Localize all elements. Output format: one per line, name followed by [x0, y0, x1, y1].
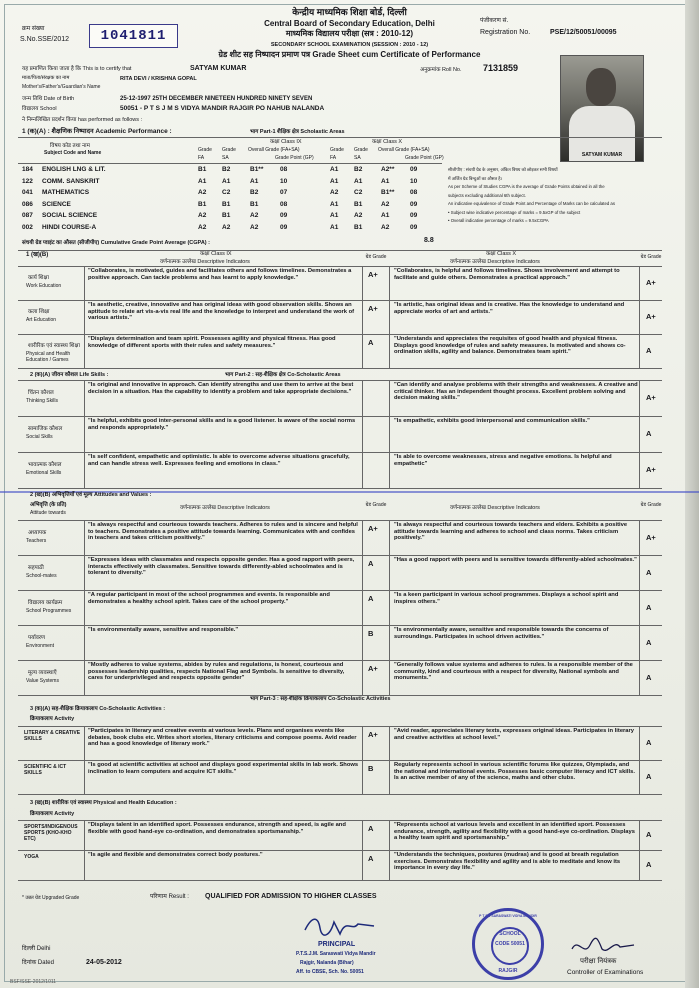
attitude-desc-header-9: वर्णनात्मक उल्लेख Descriptive Indicators — [180, 505, 270, 511]
attitude-label: पर्यावरण — [28, 634, 46, 641]
attitude-grade-class9: B — [368, 629, 374, 638]
col-gp-10: Grade Point (GP) — [405, 155, 444, 161]
grade-g9gp: 09 — [280, 212, 288, 219]
subject-name: HINDI COURSE-A — [42, 223, 97, 231]
grade-g9gp: 07 — [280, 189, 288, 196]
subject-code: 086 — [22, 200, 33, 208]
activities-section-label: 3 (क)(A) सह-शैक्षिक क्रियाकलाप Co-Scholastic Activities : — [30, 706, 166, 712]
grade-g10ov: B1** — [381, 189, 395, 196]
attitude-desc-class10: "Has a good rapport with peers and is sensitive towards differently-abled schoolmates." — [394, 557, 637, 563]
stamp-ring-text: P T S J SARASWATI VIDYA MANDIR — [479, 914, 537, 918]
rule-line — [18, 695, 662, 696]
coscholastic-1b-label: 1 (ख)(B) — [26, 252, 49, 258]
registration-number: PSE/12/50051/00095 — [550, 29, 617, 36]
school-label: विद्यालय School — [22, 106, 57, 112]
rule-line — [18, 880, 662, 881]
activity-col-label: क्रियाकलाप Activity — [30, 716, 75, 722]
activity-grade-class9: B — [368, 764, 374, 773]
student-photo — [560, 55, 644, 162]
health-desc-class10: "Understands the techniques, postures (mudras) and is good at breath regulation exercises. Demonstrates flexibility and agility and is able to meditate and know its importance in every day life." — [394, 852, 621, 872]
grade-g10fa: A1 — [330, 223, 339, 231]
coscholastic-desc-class9: "Is aesthetic, creative, innovative and has original ideas with good observation skills. Shows an aptitude to relate art vis-a-vis real life and the knowledge to interpret and understand the work of various artists." — [88, 302, 355, 322]
attitude-col-label-en: Attitude towards — [30, 510, 66, 516]
life-skills-label: चिंतन कौशल — [28, 390, 54, 396]
grade-g9gp: 08 — [280, 200, 288, 208]
grade-g10gp: 09 — [410, 166, 418, 173]
rule-line — [639, 380, 640, 488]
dob-label: जन्म तिथि Date of Birth — [22, 96, 75, 102]
life-skills-desc-class10: "Can identify and analyse problems with their strengths and weaknesses. A creative and critical thinker. Has an independent thought process. Excellent problem solving and decision making skills." — [394, 382, 638, 402]
grade-g9ov: B1 — [250, 200, 259, 208]
rule-line — [84, 520, 85, 695]
place: दिल्ली Delhi — [22, 946, 51, 952]
col-overall-10: Overall Grade (FA+SA) — [378, 147, 430, 153]
col-sa-10: SA — [354, 155, 361, 161]
coscholastic-grade-class10: A+ — [646, 312, 656, 321]
controller-title: Controller of Examinations — [567, 969, 644, 976]
attitude-col-label: अभिवृत्ति (के प्रति) — [30, 502, 67, 508]
principal-title: PRINCIPAL — [318, 941, 356, 948]
exam-name: SECONDARY SCHOOL EXAMINATION (SESSION : 2010 - 12) — [270, 42, 429, 48]
rule-line — [18, 820, 662, 821]
attitude-desc-class10: "Is environmentally aware, sensitive and responsible towards the concerns of surroundings. Participates in school driven activities." — [394, 627, 609, 640]
subject-name: SCIENCE — [42, 200, 71, 208]
life-skills-grade-class10: A+ — [646, 465, 656, 474]
attitude-desc-class9: "Is always respectful and courteous towards teachers. Adheres to rules and is sincere and helpful to teachers. Demonstrates a positive attitude towards learning. Communicates with and confides in teachers and takes criticism positively." — [88, 522, 358, 542]
life-skills-grade-class10: A — [646, 429, 652, 438]
life-skills-label: भावात्मक कौशल — [28, 462, 62, 468]
grade-g10ov: A1 — [381, 212, 390, 219]
date-of-birth: 25-12-1997 25TH DECEMBER NINETEEN HUNDRED NINETY SEVEN — [120, 96, 313, 102]
grade-g10ov: A2 — [381, 200, 390, 208]
scholastic-part-label: भाग Part-1 शैक्षिक क्षेत्र Scholastic Areas — [250, 129, 345, 135]
attitude-grade-class9: A+ — [368, 524, 378, 533]
grade-g10fa: A1 — [330, 177, 339, 185]
rule-line — [84, 266, 85, 368]
grade-g9sa: A1 — [222, 177, 231, 185]
grade-g10gp: 09 — [410, 200, 418, 208]
life-skills-label: 2 (क)(A) जीवन कौशल Life Skills : — [30, 372, 109, 378]
subject-name: ENGLISH LNG & LIT. — [42, 166, 106, 173]
col-grade-10fa: Grade — [330, 147, 344, 153]
cgpa-note: सीजीपीए : संचयी ग्रेड के अनुसार, अंकित विषय को छोड़कर सभी विषयों — [448, 167, 558, 172]
subject-header: विषय कोड तथा नाम — [50, 143, 90, 149]
coscholastic-label-en: Work Education — [26, 283, 62, 289]
rule-line — [18, 555, 662, 556]
grade-g9gp: 08 — [280, 166, 288, 173]
roll-number: 7131859 — [483, 63, 519, 73]
rule-line — [84, 820, 85, 880]
coscholastic-grade-class10: A — [646, 346, 652, 355]
subject-code: 184 — [22, 166, 33, 173]
coscholastic-grade-class9: A — [368, 338, 374, 347]
coscholastic-label-en: Art Education — [26, 317, 57, 323]
grade-g10sa: A2 — [354, 212, 363, 219]
stamp-center: SCHOOL CODE 50051 — [491, 927, 529, 965]
activity-grade-class9: A+ — [368, 730, 378, 739]
attitude-grade-class10: A — [646, 567, 652, 577]
rule-line — [639, 520, 640, 695]
subject-code: 087 — [22, 212, 33, 219]
controller-hindi: परीक्षा नियंत्रक — [580, 958, 617, 965]
cgpa-note: subjects excluding additional 6th subject. — [448, 192, 526, 198]
cgpa-label: संचयी ग्रेड प्वाइंट का औसत (सीजीपीए) Cumulative Grade Point Average (CGPA) : — [22, 240, 210, 246]
grade-g9fa: B1 — [198, 200, 207, 208]
grade-g10fa: A1 — [330, 200, 339, 208]
life-skills-label: सामाजिक कौशल — [28, 426, 63, 432]
health-col-label: क्रियाकलाप Activity — [30, 811, 75, 817]
attitude-desc-header-10: वर्णनात्मक उल्लेख Descriptive Indicators — [450, 505, 540, 511]
photo-caption: SATYAM KUMAR — [581, 152, 623, 158]
rule-line — [18, 488, 662, 489]
rule-line — [84, 380, 85, 488]
controller-signature — [568, 935, 638, 957]
grade-g9gp: 10 — [280, 177, 288, 185]
grade-g10sa: B1 — [354, 223, 363, 231]
health-label: YOGA — [24, 854, 39, 860]
rule-line — [362, 820, 363, 880]
health-label: SPORTS/INDIGENOUS SPORTS (KHO-KHO ETC) — [24, 824, 78, 842]
attitude-grade-class9: A+ — [368, 664, 378, 673]
grade-g10gp: 09 — [410, 223, 418, 231]
coscholastic-label-en: Physical and Health Education / Games — [26, 351, 71, 363]
grade-g9sa: B2 — [222, 166, 231, 173]
grade-g9ov: B1** — [250, 166, 264, 173]
attitude-label: विद्यालय कार्यक्रम — [28, 599, 63, 606]
grade-g9gp: 09 — [280, 223, 288, 231]
health-grade-class9: A — [368, 854, 374, 863]
cgpa-note: • Overall indicative percentage of marks = 9.5xCGPA — [448, 218, 549, 223]
coscholastic-desc-class10: "Is artistic, has original ideas and is creative. Has the knowledge to understand and appreciate works of art and artists." — [394, 302, 625, 315]
coscholastic-class9: कक्षा Class IX — [200, 251, 232, 257]
grade-g10sa: A1 — [354, 177, 363, 185]
attitude-grade-header-9: ग्रेड Grade — [365, 502, 387, 508]
coscholastic-grade-class9: A+ — [368, 270, 378, 279]
col-fa-9: FA — [198, 155, 205, 161]
activity-desc-class10: "Avid reader, appreciates literary texts, expresses original ideas. Participates in literary and creative activities at school level." — [394, 728, 635, 741]
life-skills-desc-class9: "Is helpful, exhibits good inter-personal skills and is a good listener. Is aware of the social norms and responds appropriately." — [88, 418, 356, 431]
subject-code: 122 — [22, 177, 33, 185]
activity-grade-class10: A — [646, 738, 652, 747]
scan-edge — [685, 0, 699, 988]
serial-number: 1041811 — [89, 24, 178, 48]
grade-g9ov: A2 — [250, 212, 259, 219]
grade-g9ov: A2 — [250, 223, 259, 231]
grade-g10gp: 09 — [410, 212, 418, 219]
roll-label: अनुक्रमांक Roll No. — [420, 67, 462, 73]
rule-line — [389, 726, 390, 794]
grade-g10sa: B1 — [354, 200, 363, 208]
rule-line — [18, 520, 662, 521]
grade-g10gp: 10 — [410, 177, 418, 185]
rule-line — [18, 300, 662, 301]
result: QUALIFIED FOR ADMISSION TO HIGHER CLASSES — [205, 893, 377, 900]
col-overall-9: Overall Grade (FA+SA) — [248, 147, 300, 153]
grade-g9sa: B1 — [222, 212, 231, 219]
subject-code: 041 — [22, 189, 33, 196]
performed-label: ने निम्नलिखित प्रदर्शन किया has performed as follows : — [22, 117, 143, 123]
coscholastic-desc-class10: "Understands and appreciates the requisites of good health and physical fitness. Displays good knowledge of rules and safety measures. Is motivated and shows co-ordination skills, agility and balance. Demonstrates team spirit." — [394, 336, 626, 356]
rule-line — [389, 380, 390, 488]
coscholastic-desc-class9: "Collaborates, is motivated, guides and facilitates others and follows timelines. Demonstrates a positive approach. Can tackle problems and has learnt to apply knowledge." — [88, 268, 352, 281]
principal-affiliation: Aff. to CBSE, Sch. No. 50051 — [296, 969, 364, 975]
activity-desc-class9: "Is good at scientific activities at school and displays good experimental skills in lab work. Shows inclination to learn computers and acquire ICT skills." — [88, 762, 359, 775]
subject-name: SOCIAL SCIENCE — [42, 212, 98, 219]
subject-code: 002 — [22, 223, 33, 231]
grade-g9sa: C2 — [222, 189, 231, 196]
upgraded-note: * उन्नत ग्रेड Upgraded Grade — [22, 895, 80, 901]
school-name: 50051 - P T S J M S VIDYA MANDIR RAJGIR PO NAHUB NALANDA — [120, 105, 325, 112]
stamp-bottom: RAJGIR — [498, 967, 518, 974]
attitude-desc-class9: "Is environmentally aware, sensitive and responsible." — [88, 627, 239, 633]
rule-line — [18, 266, 662, 267]
rule-line — [362, 726, 363, 794]
attitude-grade-class10: A — [646, 637, 652, 647]
result-label: परिणाम Result : — [150, 894, 189, 900]
cgpa-value: 8.8 — [424, 237, 434, 244]
rule-line — [18, 380, 662, 381]
health-desc-class10: "Represents school at various levels and excellent in an identified sport. Possesses endurance, strength, agility and flexibility with a good hand-eye co-ordination. Displays a healthy team spirit and sportsmanship." — [394, 822, 635, 842]
rule-line — [639, 726, 640, 794]
activity-label: SCIENTIFIC & ICT SKILLS — [24, 764, 67, 776]
principal-place: Rajgir, Nalanda (Bihar) — [300, 960, 354, 966]
health-section-label: 3 (ख)(B) शारीरिक एवं स्वास्थ्य Physical and Health Education : — [30, 800, 177, 806]
rule-line — [362, 266, 363, 368]
activities-part-label: भाग Part-3 : सह-शैक्षिक क्रियाकलाप Co-Scholastic Activities — [250, 696, 391, 702]
life-skills-desc-class9: "Is self confident, empathetic and optimistic. Is able to overcome adverse situations gracefully, and can handle stress well. Expresses feeling and emotions in class." — [88, 454, 350, 467]
certificate-title: ग्रेड शीट सह निष्पादन प्रमाण पत्र Grade Sheet cum Certificate of Performance — [218, 50, 481, 59]
attitude-label-en: Value Systems — [26, 677, 59, 684]
bottom-code: BSF/SSE-2012/1011 — [10, 979, 57, 985]
grade-g9fa: A1 — [198, 177, 207, 185]
coscholastic-label: कार्य शिक्षा — [28, 275, 49, 281]
cgpa-note: • Subject wise indicative percentage of marks = 9.5xGP of the subject — [448, 209, 581, 215]
subject-name: MATHEMATICS — [42, 189, 90, 196]
col-grade-9fa: Grade — [198, 147, 212, 153]
life-skills-grade-class10: A+ — [646, 393, 656, 402]
attitude-label-en: School-mates — [26, 572, 57, 579]
health-desc-class9: "Is agile and flexible and demonstrates correct body postures." — [88, 852, 263, 858]
health-desc-class9: "Displays talent in an identified sport. Possesses endurance, strength and speed, is agile and flexible with good hand-eye co-ordination, and demonstrates sportsmanship." — [88, 822, 346, 835]
subject-header-en: Subject Code and Name — [44, 150, 102, 156]
health-grade-class10: A — [646, 860, 652, 869]
life-skills-desc-class10: "Is able to overcome weaknesses, stress and negative emotions. Is helpful and empathetic" — [394, 454, 612, 467]
registration-label-en: Registration No. — [480, 29, 531, 36]
desc-header-10: वर्णनात्मक उल्लेख Descriptive Indicators — [450, 259, 540, 265]
grade-g9ov: A1 — [250, 177, 259, 185]
attitude-desc-class10: "Is always respectful and courteous towards teachers and elders. Exhibits a positive attitude towards learning and adheres to school and class norms. Takes criticism positively." — [394, 522, 628, 542]
attitude-desc-class10: "Is a keen participant in various school programmes. Displays a school spirit and inspires others." — [394, 592, 619, 605]
health-grade-class10: A — [646, 830, 652, 839]
grade-g10fa: A1 — [330, 212, 339, 219]
coscholastic-part-label: भाग Part-2 : सह-शैक्षिक क्षेत्र Co-Scholastic Areas — [225, 372, 341, 378]
life-skills-desc-class9: "Is original and innovative in approach. Can identify strengths and use them to arrive at the best decision in a situation. Has the capability to identify a problem and take appropriate decisions." — [88, 382, 354, 395]
coscholastic-label: कला शिक्षा — [28, 309, 50, 315]
grade-g10sa: C2 — [354, 189, 363, 196]
rule-line — [18, 368, 662, 369]
grade-g9ov: B2 — [250, 189, 259, 196]
rule-line — [18, 726, 662, 727]
attitude-desc-class9: "A regular participant in most of the school programmes and events. Is responsible and demonstrates a healthy school spirit. Takes care of the school property." — [88, 592, 330, 605]
desc-header-9: वर्णनात्मक उल्लेख Descriptive Indicators — [160, 259, 250, 265]
exam-name-hindi: माध्यमिक विद्यालय परीक्षा (सत्र : 2010-12) — [285, 29, 414, 38]
principal-signature — [300, 912, 380, 940]
attitude-desc-class9: "Mostly adheres to value systems, abides by rules and regulations, is honest, courteous and possesses leadership qualities, respects National Flag and Symbols. Is sensitive to diversity, cares for underprivileged and respects opposite gender" — [88, 662, 345, 682]
col-sa-9: SA — [222, 155, 229, 161]
coscholastic-desc-class9: "Displays determination and team spirit. Possesses agility and physical fitness. Has good knowledge of different sports with their rules and safety measures." — [88, 336, 336, 349]
rule-line — [389, 520, 390, 695]
issue-date: 24-05-2012 — [86, 959, 122, 966]
cgpa-note: As per Scheme of Studies CGPA is the average of Grade Points obtained in all the — [448, 184, 605, 189]
rule-line — [639, 820, 640, 880]
coscholastic-grade-class9: A+ — [368, 304, 378, 313]
rule-line — [18, 794, 662, 795]
rule-line — [18, 660, 662, 661]
grade-g9fa: A2 — [198, 212, 207, 219]
attitude-label: अध्यापक — [28, 529, 47, 536]
subject-name: COMM. SANSKRIT — [42, 177, 100, 185]
principal-school: P.T.S.J.M. Saraswati Vidya Mandir — [296, 951, 376, 957]
rule-line — [84, 726, 85, 794]
activity-label: LITERARY & CREATIVE SKILLS — [24, 730, 81, 742]
coscholastic-label: शारीरिक एवं स्वास्थ्य शिक्षा — [28, 343, 80, 349]
activity-grade-class10: A — [646, 772, 652, 781]
student-name: SATYAM KUMAR — [190, 65, 247, 72]
rule-line — [18, 760, 662, 761]
grade-g10fa: A2 — [330, 189, 339, 196]
rule-line — [389, 266, 390, 368]
attitude-label: मूल्य व्यवस्थाएँ — [28, 669, 57, 676]
coscholastic-grade-class10: A+ — [646, 278, 656, 287]
col-grade-10sa: Grade — [354, 147, 368, 153]
serial-label-en: S.No.SSE/2012 — [20, 36, 70, 43]
grade-g10fa: A1 — [330, 166, 339, 173]
attitude-grade-class9: A — [368, 594, 374, 603]
rule-line — [639, 266, 640, 368]
rule-line — [18, 590, 662, 591]
rule-line — [18, 452, 662, 453]
attitude-grade-header-10: ग्रेड Grade — [640, 502, 662, 508]
coscholastic-class10: कक्षा Class X — [486, 251, 517, 257]
rule-line — [389, 820, 390, 880]
guardian-label-en: Mother's/Father's/Guardian's Name — [22, 84, 101, 90]
board-name: Central Board of Secondary Education, Delhi — [264, 19, 435, 28]
col-fa-10: FA — [330, 155, 337, 161]
grade-g10gp: 08 — [410, 189, 418, 196]
grade-g9sa: B1 — [222, 200, 231, 208]
activity-desc-class10: Regularly represents school in various scientific forums like quizzes, Olympiads, and the national and international events. Possesses basic computer literacy and ICT skills. Is an active member of any of the science, maths and other clubs. — [394, 762, 635, 782]
board-name-hindi: केन्द्रीय माध्यमिक शिक्षा बोर्ड, दिल्ली — [292, 7, 407, 17]
attitude-label-en: Environment — [26, 642, 55, 649]
rule-line — [18, 850, 662, 851]
attitude-desc-class9: "Expresses ideas with classmates and respects opposite gender. Has a good rapport with peers, interacts effectively with classmates. Sensitive towards differently-abled schoolmates and is tolerant to diversity." — [88, 557, 355, 577]
certify-label: यह प्रमाणित किया जाता है कि This is to certify that — [22, 66, 132, 72]
grade-g10ov: A1 — [381, 177, 390, 185]
rule-line — [362, 520, 363, 695]
school-stamp — [472, 908, 544, 980]
cgpa-note: में अर्जित ग्रेड बिन्दुओं का औसत है। — [448, 175, 503, 181]
grade-header-9: ग्रेड Grade — [365, 254, 387, 260]
cgpa-note: An indicative equivalence of Grade Point and Percentage of Marks can be calculated as — [448, 201, 615, 206]
grade-g9fa: A2 — [198, 189, 207, 196]
attitude-label-en: School Programmes — [26, 607, 72, 614]
rule-line — [362, 380, 363, 488]
col-gp-9: Grade Point (GP) — [275, 155, 314, 161]
attitude-grade-class10: A+ — [646, 532, 656, 542]
grade-g10sa: B2 — [354, 166, 363, 173]
grade-g9sa: A2 — [222, 223, 231, 231]
grade-g9fa: A2 — [198, 223, 207, 231]
col-grade-9sa: Grade — [222, 147, 236, 153]
life-skills-label-en: Social Skills — [26, 434, 53, 440]
attitudes-label: 2 (ख)(B) अभिवृत्तियाँ एवं मूल्य Attitudes and Values : — [30, 492, 152, 498]
guardian-label: माता/पिता/संरक्षक का नाम — [22, 75, 70, 81]
attitude-desc-class10: "Generally follows value systems and adheres to rules. Is a responsible member of the community, kind and courteous with a respect for diversity, National symbols and monuments." — [394, 662, 633, 682]
rule-line — [18, 334, 662, 335]
attitude-label-en: Teachers — [26, 537, 47, 544]
life-skills-desc-class10: "Is empathetic, exhibits good interpersonal and communication skills." — [394, 418, 590, 424]
guardian-name: RITA DEVI / KRISHNA GOPAL — [120, 76, 197, 82]
class10-header: कक्षा Class X — [372, 139, 403, 145]
life-skills-label-en: Thinking Skills — [26, 398, 58, 404]
rule-line — [18, 416, 662, 417]
attitude-label: सहपाठी — [28, 564, 44, 571]
grade-g10ov: A2** — [381, 166, 395, 173]
grade-g9fa: B1 — [198, 166, 207, 173]
date-label: दिनांक Dated — [22, 960, 54, 966]
coscholastic-desc-class10: "Collaborates, is helpful and follows timelines. Shows involvement and attempt to facilitate and guide others. Demonstrates a practical approach." — [394, 268, 620, 281]
grade-g10ov: A2 — [381, 223, 390, 231]
activity-desc-class9: "Participates in literary and creative events at various levels. Plans and organises events like debates, book clubs etc. Writes short stories, literary criticisms and compose poems. Avid reader and has a good knowledge of literary work." — [88, 728, 357, 748]
grade-header-10: ग्रेड Grade — [640, 254, 662, 260]
health-grade-class9: A — [368, 824, 374, 833]
attitude-grade-class10: A — [646, 672, 652, 682]
class9-header: कक्षा Class IX — [270, 139, 302, 145]
registration-label: पंजीकरण सं. — [480, 18, 509, 24]
academic-section-label: 1 (क)(A) : शैक्षणिक निष्पादन Academic Performance : — [22, 128, 172, 135]
rule-line — [18, 625, 662, 626]
serial-label: क्रम संख्या — [22, 26, 45, 32]
attitude-grade-class9: A — [368, 559, 374, 568]
attitude-grade-class10: A — [646, 602, 652, 612]
life-skills-label-en: Emotional Skills — [26, 470, 62, 476]
